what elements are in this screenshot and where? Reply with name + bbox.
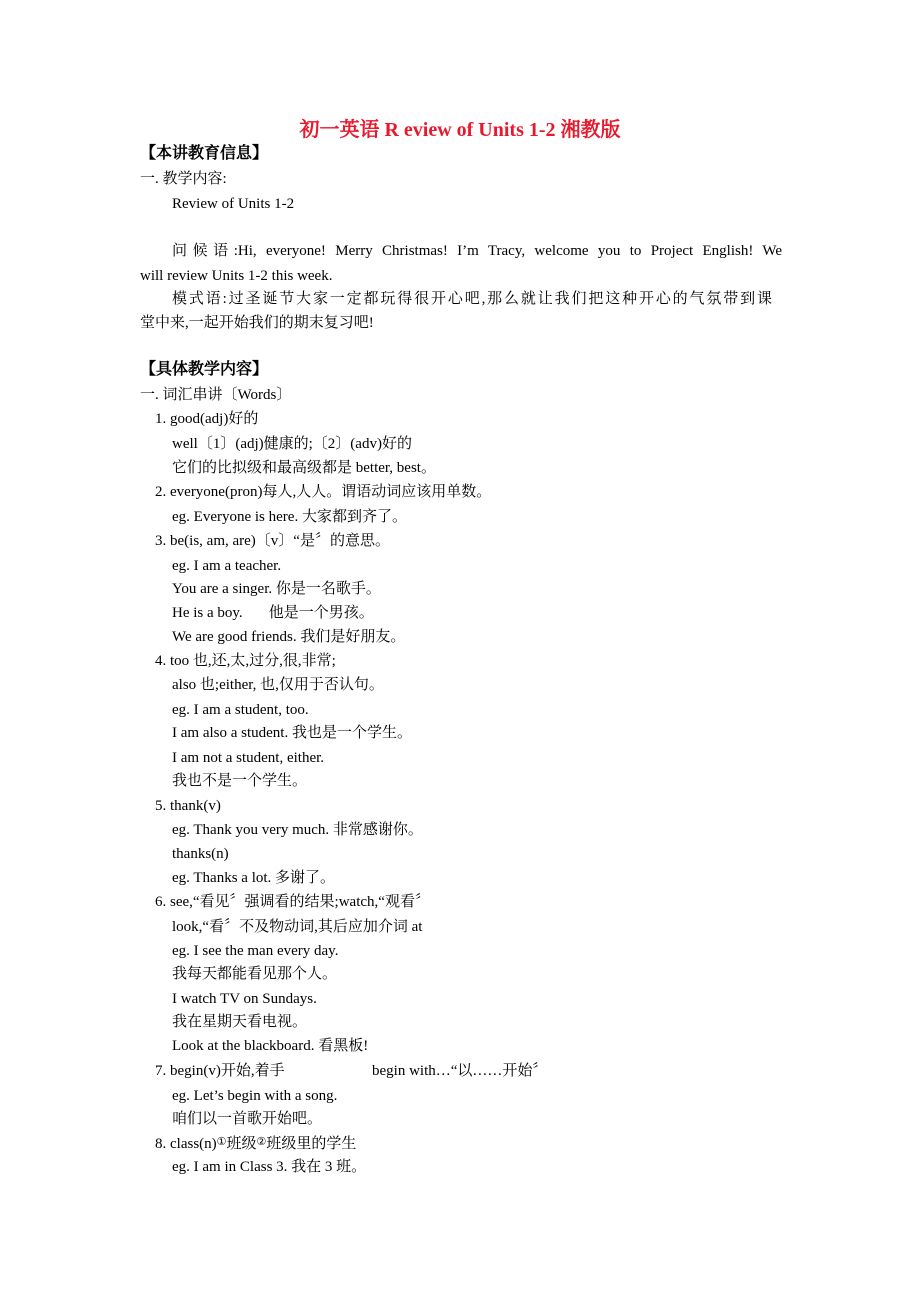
list-item: 7. begin(v)开始,着手 [155, 1063, 285, 1079]
document-title: 初一英语 R eview of Units 1-2 湘教版 [299, 119, 621, 141]
list-item: eg. I am a teacher. [172, 558, 282, 574]
list-item: thanks(n) [172, 846, 229, 862]
list-item: 我每天都能看见那个人。 [172, 966, 338, 982]
content-label: 一. 教学内容: [140, 171, 227, 187]
content-value: Review of Units 1-2 [172, 196, 295, 212]
list-item: 2. everyone(pron)每人,人人。谓语动词应该用单数。 [155, 484, 492, 500]
greeting-line-1: 问候语:Hi, everyone! Merry Christmas! I’m Tracy, welcome you to Project English! We [172, 243, 782, 259]
list-item: look,“看〞不及物动词,其后应加介词 at [172, 919, 423, 935]
list-item-text: 班级 [226, 1136, 257, 1152]
list-item: 6. see,“看见〞强调看的结果;watch,“观看〞 [155, 894, 430, 910]
list-item: 5. thank(v) [155, 798, 221, 814]
circled-number: ① [216, 1136, 227, 1148]
list-item [155, 1133, 356, 1153]
list-item [172, 604, 374, 622]
list-item: eg. Let’s begin with a song. [172, 1088, 338, 1104]
list-item: 4. too 也,还,太,过分,很,非常; [155, 653, 336, 669]
list-item-english: He is a boy. [172, 605, 243, 621]
list-item: well〔1〕(adj)健康的;〔2〕(adv)好的 [172, 436, 412, 452]
list-item: 它们的比拟级和最高级都是 better, best。 [172, 460, 436, 476]
list-item: 我在星期天看电视。 [172, 1014, 308, 1030]
list-item: 我也不是一个学生。 [172, 773, 308, 789]
list-item: eg. I am a student, too. [172, 702, 309, 718]
mode-line-1: 模式语:过圣诞节大家一定都玩得很开心吧,那么就让我们把这种开心的气氛带到课 [172, 291, 772, 307]
words-label: 一. 词汇串讲〔Words〕 [140, 387, 292, 403]
list-item-text: 8. class(n) [155, 1136, 217, 1152]
list-item: also 也;either, 也,仅用于否认句。 [172, 677, 384, 693]
list-item: 3. be(is, am, are)〔v〕“是〞的意思。 [155, 533, 390, 549]
list-item: I watch TV on Sundays. [172, 991, 317, 1007]
list-item: eg. Everyone is here. 大家都到齐了。 [172, 509, 407, 525]
section-heading-info: 【本讲教育信息】 [140, 145, 269, 162]
list-item: Look at the blackboard. 看黑板! [172, 1038, 369, 1054]
list-item: eg. I am in Class 3. 我在 3 班。 [172, 1159, 367, 1175]
list-item: eg. Thanks a lot. 多谢了。 [172, 870, 336, 886]
section-heading-detail: 【具体教学内容】 [140, 361, 269, 378]
list-item-chinese: 他是一个男孩。 [268, 605, 374, 621]
greeting-line-2: will review Units 1-2 this week. [140, 268, 333, 284]
list-item: begin with…“以……开始〞 [372, 1063, 548, 1079]
list-item: eg. I see the man every day. [172, 943, 339, 959]
list-item: eg. Thank you very much. 非常感谢你。 [172, 822, 423, 838]
list-item: I am also a student. 我也是一个学生。 [172, 725, 412, 741]
circled-number: ② [256, 1136, 267, 1148]
list-item: We are good friends. 我们是好朋友。 [172, 629, 406, 645]
mode-line-2: 堂中来,一起开始我们的期末复习吧! [140, 315, 374, 331]
list-item-text: 班级里的学生 [266, 1136, 357, 1152]
list-item: 1. good(adj)好的 [155, 411, 259, 427]
list-item: 咱们以一首歌开始吧。 [172, 1111, 323, 1127]
list-item: You are a singer. 你是一名歌手。 [172, 581, 381, 597]
list-item: I am not a student, either. [172, 750, 325, 766]
